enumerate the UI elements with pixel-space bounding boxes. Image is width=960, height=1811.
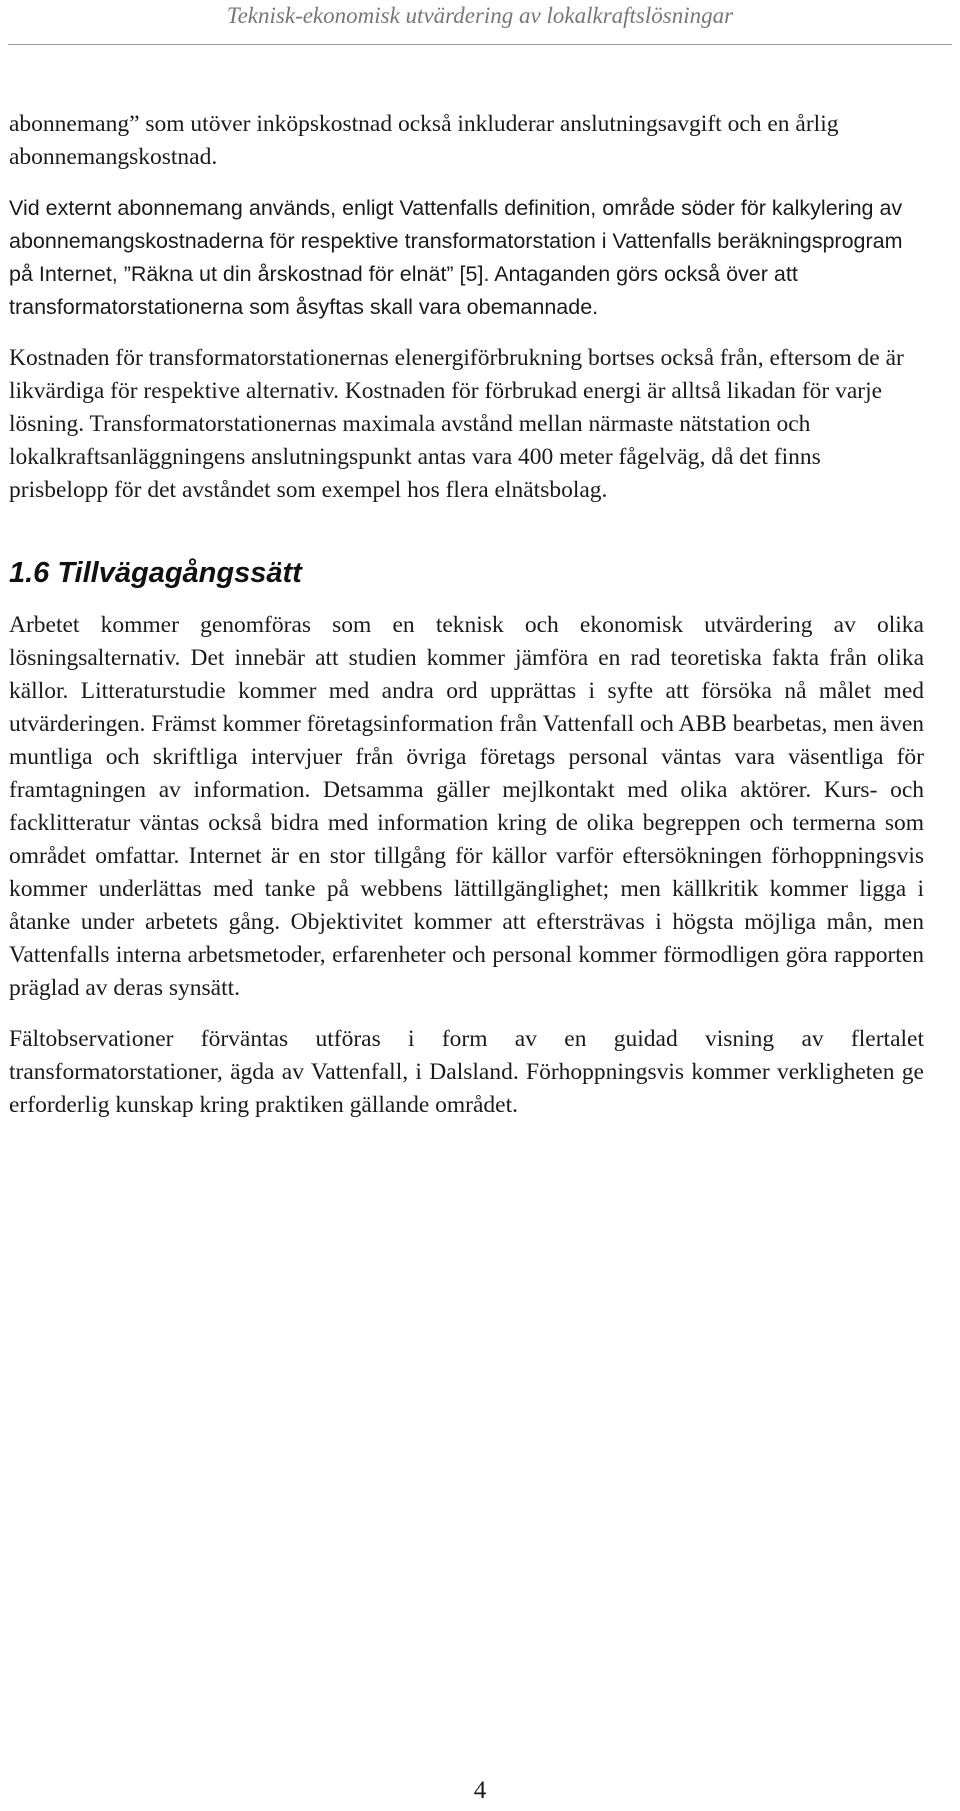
header-rule — [8, 44, 952, 45]
body-paragraph-2: Vid externt abonnemang används, enligt Vattenfalls definition, område söder för kalkylering av abonnemangskostnaderna för respektive transformatorstation i Vattenfalls beräkningsprogram på Internet, ”Räkna ut din årskostnad för elnät” [5]. Antaganden görs också över att transformatorstationerna som åsyftas skall vara obemannade. — [9, 196, 903, 319]
body-paragraph-1: abonnemang” som utöver inköpskostnad också inkluderar anslutningsavgift och en årlig abonnemangskostnad. — [9, 111, 839, 170]
section-paragraph-2: Fältobservationer förväntas utföras i form av en guidad visning av flertalet transformatorstationer, ägda av Vattenfall, i Dalsland. Förhoppningsvis kommer verkligheten ge erforderlig kunskap kring praktiken gällande området. — [9, 1026, 924, 1118]
body-paragraph-3: Kostnaden för transformatorstationernas elenergiförbrukning bortses också från, eftersom de är likvärdiga för respektive alternativ. Kostnaden för förbrukad energi är alltså likadan för varje lösning. Transformatorstationernas maximala avstånd mellan närmaste nätstation och lokalkraftsanläggningens anslutningspunkt antas vara 400 meter fågelväg, då det finns prisbelopp för det avståndet som exempel hos flera elnätsbolag. — [9, 345, 904, 503]
page-content — [9, 108, 924, 1122]
page-number: 4 — [473, 1777, 487, 1804]
section-paragraph-1: Arbetet kommer genomföras som en teknisk och ekonomisk utvärdering av olika lösningsalternativ. Det innebär att studien kommer jämföra en rad teoretiska fakta från olika källor. Litteraturstudie kommer med andra ord upprättas i syfte att försöka nå målet med utvärderingen. Främst kommer företagsinformation från Vattenfall och ABB bearbetas, men även muntliga och skriftliga intervjuer från övriga företags personal väntas vara väsentliga för framtagningen av information. Detsamma gäller mejlkontakt med olika aktörer. Kurs- och facklitteratur väntas också bidra med information kring de olika begreppen och termerna som området omfattar. Internet är en stor tillgång för källor varför eftersökningen förhoppningsvis kommer underlättas med tanke på webbens lättillgänglighet; men källkritik kommer ligga i åtanke under arbetets gång. Objektivitet kommer att eftersträvas i högsta möjliga mån, men Vattenfalls interna arbetsmetoder, erfarenheter och personal kommer förmodligen göra rapporten präglad av deras synsätt. — [9, 612, 924, 1001]
running-header: Teknisk-ekonomisk utvärdering av lokalkraftslösningar — [226, 3, 734, 28]
section-heading: 1.6 Tillvägagångssätt — [9, 557, 302, 589]
